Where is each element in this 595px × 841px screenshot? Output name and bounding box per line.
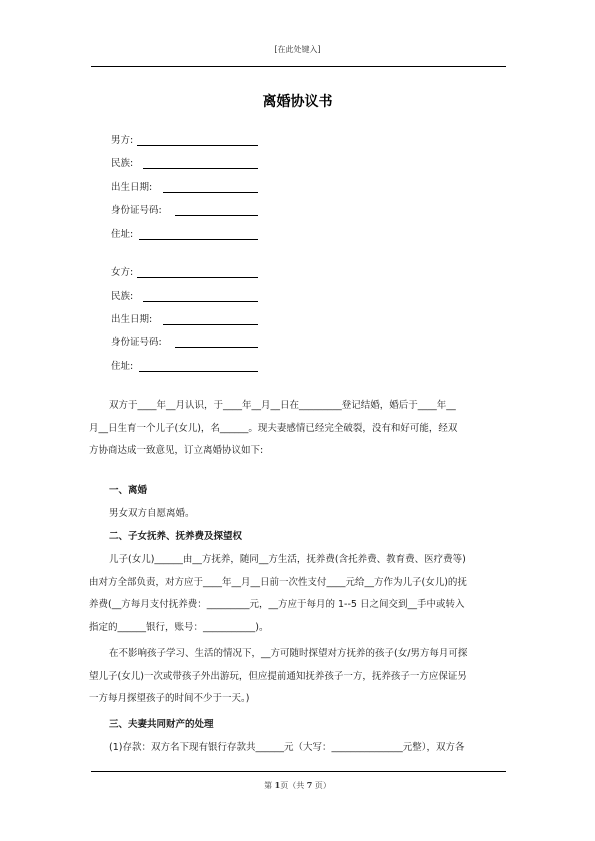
woman-birthdate-field[interactable] xyxy=(111,313,152,327)
field-label: 民族: xyxy=(111,291,134,302)
woman-id-number-field[interactable] xyxy=(111,336,162,350)
field-label: 住址: xyxy=(111,361,134,372)
custody-paragraph xyxy=(89,549,507,639)
current-page-number: 1 xyxy=(274,780,281,790)
field-underline xyxy=(175,215,258,216)
header-rule xyxy=(91,66,506,67)
field-underline xyxy=(175,347,258,348)
field-underline xyxy=(163,192,258,193)
section-heading-custody: 二、子女抚养、抚养费及探望权 xyxy=(109,531,243,542)
property-paragraph xyxy=(89,737,507,760)
section-heading-property: 三、夫妻共同财产的处理 xyxy=(109,719,214,730)
field-label: 出生日期: xyxy=(111,182,153,193)
field-label: 男方: xyxy=(111,135,134,146)
section-body-divorce: 男女双方自愿离婚。 xyxy=(109,508,195,519)
man-name-field[interactable] xyxy=(111,134,133,148)
intro-line: 方协商达成一致意见，订立离婚协议如下: xyxy=(89,445,264,456)
visitation-paragraph xyxy=(89,643,507,711)
man-address-field[interactable] xyxy=(111,228,133,242)
man-ethnicity-field[interactable] xyxy=(111,157,133,171)
field-label: 身份证号码: xyxy=(111,205,162,216)
woman-address-field[interactable] xyxy=(111,360,133,374)
field-underline xyxy=(137,145,258,146)
field-label: 民族: xyxy=(111,158,134,169)
footer-prefix: 第 xyxy=(264,781,275,790)
field-label: 住址: xyxy=(111,229,134,240)
page-header[interactable]: [在此处键入] xyxy=(274,45,321,54)
custody-line: 儿子(女儿)______由__方抚养，随同__方生活，抚养费(含托养费、教育费、医疗费等) xyxy=(109,554,466,565)
total-page-number: 7 xyxy=(306,780,313,790)
field-label: 出生日期: xyxy=(111,314,153,325)
footer-rule xyxy=(91,771,506,772)
intro-line: 月__日生育一个儿子(女儿)，名______。现夫妻感情已经完全破裂，没有和好可能，经双 xyxy=(89,422,458,434)
field-underline xyxy=(143,301,258,302)
field-underline xyxy=(143,168,258,169)
field-underline xyxy=(139,371,258,372)
property-line: (1)存款：双方名下现有银行存款共______元（大写：_______________元整），双方各 xyxy=(109,742,465,753)
woman-name-field[interactable] xyxy=(111,266,133,280)
field-underline xyxy=(137,277,258,278)
footer-middle: 页（共 xyxy=(280,781,307,790)
man-birthdate-field[interactable] xyxy=(111,181,152,195)
woman-ethnicity-field[interactable] xyxy=(111,290,133,304)
visitation-line: 一方每月探望孩子的时间不少于一天。) xyxy=(89,693,250,704)
custody-line: 由对方全部负责，对方应于____年__月__日前一次性支付____元给__方作为儿子(女儿)的抚 xyxy=(89,576,467,588)
field-underline xyxy=(139,239,258,240)
document-title: 离婚协议书 xyxy=(262,94,333,110)
section-heading-divorce: 一、离婚 xyxy=(109,485,148,496)
man-id-number-field[interactable] xyxy=(111,204,162,218)
visitation-line: 望儿子(女儿)一次或带孩子外出游玩，但应提前通知抚养孩子一方，抚养孩子一方应保证另 xyxy=(89,670,467,682)
field-label: 女方: xyxy=(111,267,134,278)
field-underline xyxy=(163,324,258,325)
visitation-line: 在不影响孩子学习、生活的情况下，__方可随时探望对方抚养的孩子(女/男方每月可探 xyxy=(109,648,468,659)
page-footer xyxy=(0,780,595,791)
intro-paragraph xyxy=(89,395,507,463)
intro-line: 双方于____年__月认识，于____年__月__日在_________登记结婚，婚后于____年__ xyxy=(109,400,456,411)
custody-line: 养费(__方每月支付抚养费：_________元，__方应于每月的 1--5 日之间交到__手中或转入 xyxy=(89,599,465,610)
footer-suffix: 页） xyxy=(312,781,331,790)
custody-line: 指定的______银行，账号：___________)。 xyxy=(89,621,269,633)
field-label: 身份证号码: xyxy=(111,337,162,348)
